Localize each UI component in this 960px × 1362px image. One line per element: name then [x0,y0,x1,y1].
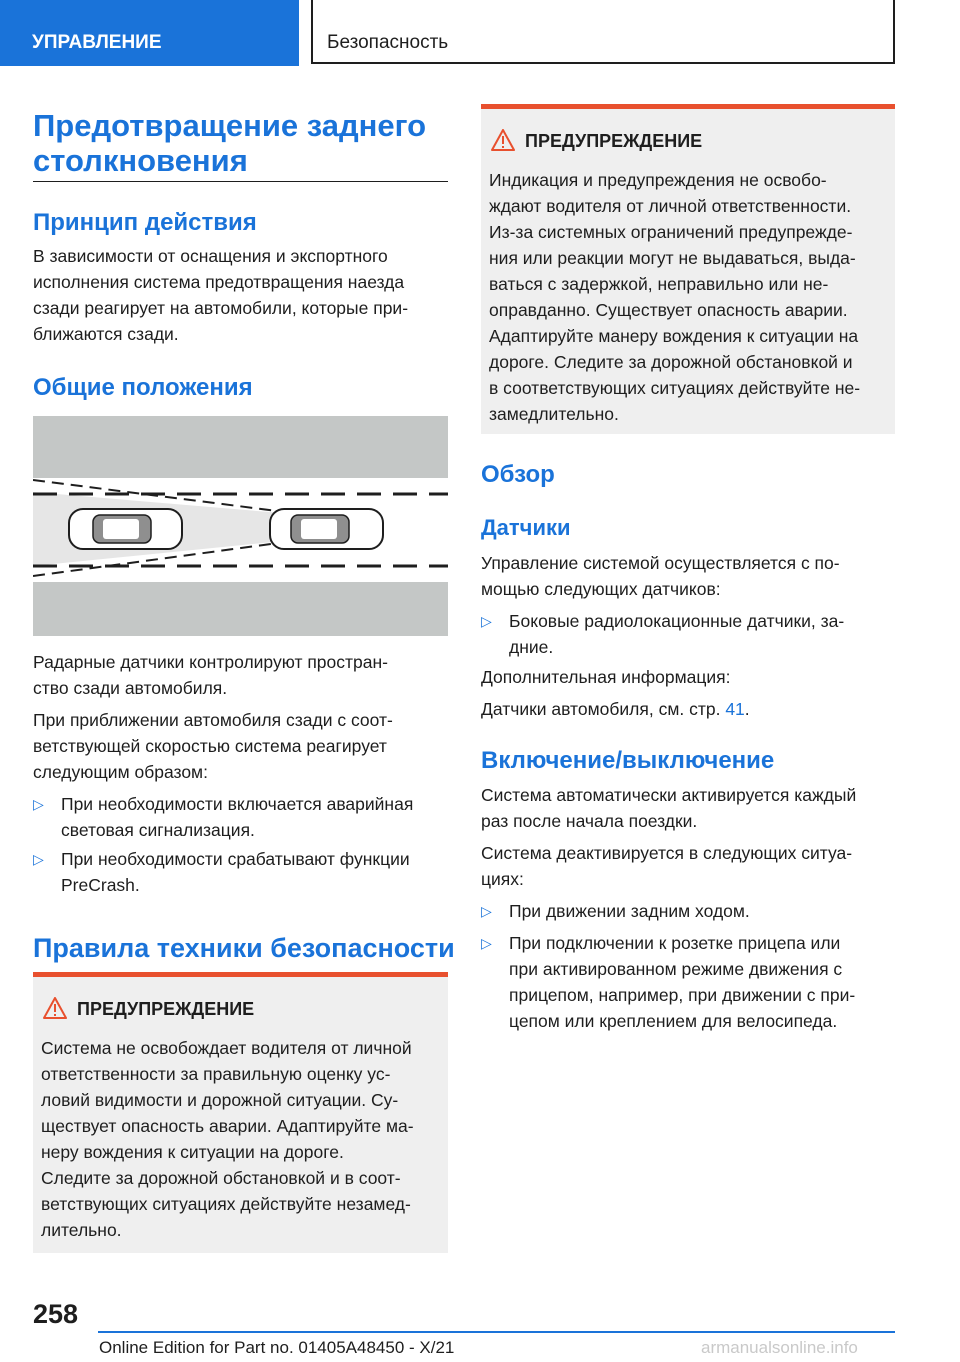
deactivation-text [481,840,895,892]
text-line: При движении задним ходом. [509,901,750,921]
list-item [33,791,448,843]
page-link[interactable]: 41 [725,699,745,719]
text-line: дороге. Следите за дорожной обстановкой и [489,352,853,372]
footer-rule [98,1331,895,1333]
front-car-icon [270,509,383,549]
warning-title: ПРЕДУПРЕЖДЕНИЕ [525,131,703,151]
header-chapter-label: Безопасность [327,32,449,53]
header-section-label: УПРАВЛЕНИЕ [32,32,162,53]
sensors-reference [481,696,895,722]
text-line: При подключении к розетке прицепа или [509,933,841,953]
rear-car-icon [69,509,182,549]
text-line: ния или реакции могут не выдаваться, выда- [489,248,856,268]
reference-text: Датчики автомобиля, см. стр. [481,699,726,719]
extra-info-label: Дополнительная информация: [481,667,731,687]
warning-title: ПРЕДУПРЕЖДЕНИЕ [77,999,255,1019]
warning-text [489,167,895,427]
text-line: Адаптируйте манеру вождения к ситуации на [489,326,859,346]
overview-heading: Обзор [481,461,555,488]
text-line: ловий видимости и дорожной ситуации. Су- [41,1090,399,1110]
text-line: ждают водителя от личной ответственности. [489,196,852,216]
text-line: замедлительно. [489,404,619,424]
text-line: Боковые радиолокационные датчики, за- [509,611,845,631]
list-item [481,930,895,1034]
principle-heading: Принцип действия [33,209,257,236]
text-line: ветствующей скоростью система реагирует [33,736,387,756]
onoff-heading: Включение/выключение [481,747,775,774]
text-line: цепом или креплением для велосипеда. [509,1011,838,1031]
text-line: ваться с задержкой, неправильно или не- [489,274,829,294]
warning-box-left [33,972,448,1253]
triangle-bullet-icon: ▷ [481,903,492,919]
text-line: ство сзади автомобиля. [33,678,228,698]
rear-collision-illustration [33,416,448,636]
text-line: При необходимости срабатывают функции [61,849,410,869]
text-line: оправданно. Существует опасность аварии. [489,300,848,320]
text-line: ответственности за правильную оценку ус- [41,1064,391,1084]
triangle-bullet-icon: ▷ [481,613,492,629]
text-line: В зависимости от оснащения и экспортного [33,246,388,266]
header-section-tab [0,0,299,66]
page-title-line1: Предотвращение заднего [33,108,427,143]
text-line: сзади реагирует на автомобили, которые при- [33,298,409,318]
text-line: Система не освобождает водителя от личной [41,1038,412,1058]
triangle-bullet-icon: ▷ [481,935,492,951]
text-line: световая сигнализация. [61,820,255,840]
list-item [481,608,895,660]
text-line: прицепом, например, при движении с при- [509,985,856,1005]
sensors-heading: Датчики [481,515,571,540]
text-line: Из-за системных ограничений предупрежде- [489,222,853,242]
triangle-bullet-icon: ▷ [33,851,44,867]
warning-box-right [481,104,895,434]
text-line: ществует опасность аварии. Адаптируйте ма- [41,1116,414,1136]
text-line: Управление системой осуществляется с по- [481,553,840,573]
text-line: раз после начала поездки. [481,811,698,831]
warning-triangle-icon [43,997,67,1019]
radar-text [33,649,448,701]
principle-text [33,243,448,347]
text-line: Индикация и предупреждения не освобо- [489,170,827,190]
text-line: следующим образом: [33,762,208,782]
text-line: при активированном режиме движения с [509,959,843,979]
road-diagram [33,416,448,636]
text-line: Система деактивируется в следующих ситуа- [481,843,853,863]
text-line: ближаются сзади. [33,324,179,344]
reference-end: . [744,699,750,719]
list-item [481,898,895,924]
approach-text [33,707,448,785]
text-line: неру вождения к ситуации на дороге. [41,1142,344,1162]
triangle-bullet-icon: ▷ [33,796,44,812]
title-rule [33,181,448,182]
text-line: При приближении автомобиля сзади с соот- [33,710,393,730]
list-item [33,846,448,898]
text-line: дние. [509,637,554,657]
text-line: исполнения система предотвращения наезда [33,272,405,292]
header-chapter-tab [311,0,895,64]
warning-text [41,1035,446,1243]
text-line: Следите за дорожной обстановкой и в соот- [41,1168,401,1188]
page-title-line2: столкновения [33,143,248,178]
text-line: Система автоматически активируется каждый [481,785,857,805]
general-heading: Общие положения [33,374,253,401]
warning-triangle-icon [491,129,515,151]
text-line: мощью следующих датчиков: [481,579,721,599]
page-number: 258 [33,1299,79,1329]
text-line: ветствующих ситуациях действуйте незамед- [41,1194,411,1214]
sensors-text [481,550,895,602]
footer-edition: Online Edition for Part no. 01405A48450 - X/21 [99,1338,455,1357]
footer-watermark: armanualsonline.info [701,1338,858,1357]
text-line: PreCrash. [61,875,140,895]
onoff-text [481,782,895,834]
text-line: лительно. [41,1220,122,1240]
text-line: При необходимости включается аварийная [61,794,414,814]
safety-heading: Правила техники безопасности [33,933,455,963]
text-line: циях: [481,869,524,889]
text-line: Радарные датчики контролируют простран- [33,652,388,672]
text-line: в соответствующих ситуациях действуйте не- [489,378,861,398]
